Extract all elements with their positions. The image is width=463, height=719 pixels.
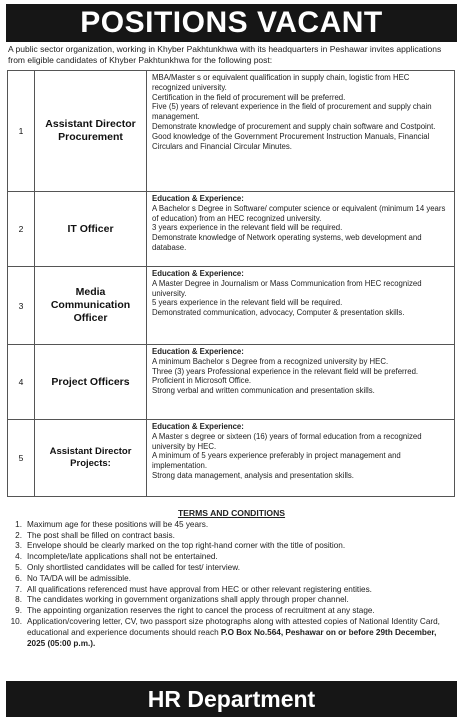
term-number: 10. bbox=[10, 616, 22, 626]
requirement-line: 3 years experience in the relevant field will be required. bbox=[152, 223, 343, 233]
education-heading: Education & Experience: bbox=[152, 269, 244, 278]
position-description bbox=[147, 192, 454, 266]
term-number: 4. bbox=[15, 552, 22, 562]
term-number: 6. bbox=[15, 573, 22, 583]
position-title: Assistant Director Procurement bbox=[35, 71, 147, 191]
education-heading: Education & Experience: bbox=[152, 347, 244, 356]
term-item bbox=[8, 574, 455, 585]
term-text-plain: Application/covering letter, CV, two passport size photographs along with attested copies of National Identity Card, educational and experience documents should reach bbox=[27, 616, 440, 637]
positions-table bbox=[7, 70, 455, 497]
term-item bbox=[8, 606, 455, 617]
term-number: 3. bbox=[15, 541, 22, 551]
position-row bbox=[7, 267, 455, 345]
position-description bbox=[147, 420, 454, 496]
position-number: 3 bbox=[8, 267, 35, 344]
term-item bbox=[8, 617, 455, 649]
requirement-line: Strong verbal and written communication and presentation skills. bbox=[152, 386, 375, 396]
term-number: 7. bbox=[15, 584, 22, 594]
term-item bbox=[8, 531, 455, 542]
requirement-line: Certification in the field of procurement will be preferred. bbox=[152, 92, 346, 102]
term-text: The candidates working in government organizations shall apply through proper channel. bbox=[27, 595, 349, 605]
requirement-line: A Master s degree or sixteen (16) years of formal education from a recognized university by HEC. bbox=[152, 431, 422, 451]
position-number: 2 bbox=[8, 192, 35, 266]
position-row bbox=[7, 345, 455, 420]
term-number: 1. bbox=[15, 519, 22, 529]
position-description bbox=[147, 71, 454, 191]
requirement-line: Proficient in Microsoft Office. bbox=[152, 376, 252, 386]
term-number: 9. bbox=[15, 606, 22, 616]
terms-title: TERMS AND CONDITIONS bbox=[177, 508, 286, 518]
position-title: Assistant Director Projects: bbox=[35, 420, 147, 496]
position-description bbox=[147, 267, 454, 344]
term-item bbox=[8, 563, 455, 574]
term-text: Incomplete/late applications shall not be entertained. bbox=[27, 552, 218, 562]
terms-section bbox=[8, 508, 455, 649]
requirement-line: A minimum of 5 years experience preferably in project management and implementation. bbox=[152, 451, 401, 471]
position-number: 5 bbox=[8, 420, 35, 496]
position-title: Media Communication Officer bbox=[35, 267, 147, 344]
position-row bbox=[7, 192, 455, 267]
position-number: 4 bbox=[8, 345, 35, 419]
term-number: 8. bbox=[15, 595, 22, 605]
term-text bbox=[27, 617, 455, 649]
term-text: No TA/DA will be admissible. bbox=[27, 573, 131, 583]
term-item bbox=[8, 595, 455, 606]
term-item bbox=[8, 520, 455, 531]
requirement-line: MBA/Master s or equivalent qualification in supply chain, logistic from HEC recognized university. bbox=[152, 73, 410, 92]
education-heading: Education & Experience: bbox=[152, 422, 244, 431]
requirement-line: A Bachelor s Degree in Software/ computer science or equivalent (minimum 14 years of education) from an HEC recognized university. bbox=[152, 203, 446, 223]
requirement-line: Good knowledge of the Government Procurement Instruction Manuals, Financial Circulars and Financial Circular Minutes. bbox=[152, 131, 430, 151]
term-number: 5. bbox=[15, 562, 22, 572]
term-text: Only shortlisted candidates will be called for test/ interview. bbox=[27, 562, 240, 572]
term-text: The post shall be filled on contract basis. bbox=[27, 530, 175, 540]
requirement-line: Three (3) years Professional experience in the relevant field will be preferred. bbox=[152, 366, 419, 376]
position-row bbox=[7, 420, 455, 497]
position-description bbox=[147, 345, 454, 419]
requirement-line: Demonstrate knowledge of Network operating systems, web development and database. bbox=[152, 233, 422, 252]
term-item bbox=[8, 585, 455, 596]
requirement-line: Demonstrated communication, advocacy, Computer & presentation skills. bbox=[152, 308, 405, 318]
term-number: 2. bbox=[15, 530, 22, 540]
term-text: All qualifications referenced must have approval from HEC or other relevant registering entities. bbox=[27, 584, 372, 594]
position-number: 1 bbox=[8, 71, 35, 191]
intro-text: A public sector organization, working in Khyber Pakhtunkhwa with its headquarters in Peshawar invites applications from eligible candidates of Khyber Pakhtunkhwa for the following post: bbox=[8, 44, 442, 65]
education-heading: Education & Experience: bbox=[152, 194, 244, 203]
requirement-line: 5 years experience in the relevant field will be required. bbox=[152, 298, 343, 308]
position-title: IT Officer bbox=[35, 192, 147, 266]
requirement-line: A minimum Bachelor s Degree from a recognized university by HEC. bbox=[152, 356, 389, 366]
term-text: Maximum age for these positions will be 45 years. bbox=[27, 519, 209, 529]
postal-address-deadline: P.O Box No.564, Peshawar on or before 29th December, 2025 (05:00 p.m.). bbox=[27, 627, 437, 648]
term-text: The appointing organization reserves the right to cancel the process of recruitment at any stage. bbox=[27, 606, 375, 616]
term-item bbox=[8, 541, 455, 552]
position-row bbox=[7, 70, 455, 192]
requirement-line: Five (5) years of relevant experience in the field of procurement and supply chain management. bbox=[152, 102, 432, 122]
header-title: POSITIONS VACANT bbox=[6, 4, 457, 42]
requirement-line: Strong data management, analysis and presentation skills. bbox=[152, 470, 354, 480]
term-item bbox=[8, 552, 455, 563]
position-title: Project Officers bbox=[35, 345, 147, 419]
footer-title: HR Department bbox=[6, 681, 457, 717]
requirement-line: A Master Degree in Journalism or Mass Communication from HEC recognized university. bbox=[152, 278, 422, 298]
requirement-line: Demonstrate knowledge of procurement and supply chain software and Costpoint. bbox=[152, 121, 436, 131]
term-text: Envelope should be clearly marked on the top right-hand corner with the title of position. bbox=[27, 541, 346, 551]
